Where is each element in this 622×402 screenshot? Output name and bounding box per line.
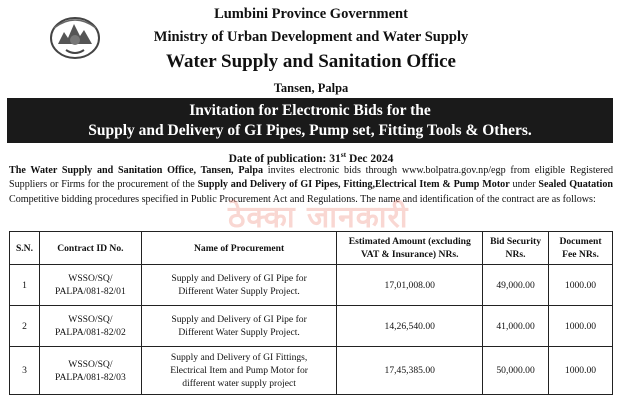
office-name: The Water Supply and Sanitation Office, Tansen, Palpa bbox=[9, 165, 264, 176]
table-row bbox=[10, 347, 613, 395]
header-security bbox=[483, 232, 549, 265]
banner-line-1: Invitation for Electronic Bids for the bbox=[189, 102, 431, 119]
office-location: Tansen, Palpa bbox=[273, 81, 349, 95]
row-sn: 2 bbox=[10, 306, 40, 347]
table-header-row bbox=[10, 232, 613, 265]
header-contract: Contract ID No. bbox=[39, 232, 141, 265]
row-procurement-name bbox=[141, 265, 337, 306]
row-security: 50,000.00 bbox=[483, 347, 549, 395]
row-security: 41,000.00 bbox=[483, 306, 549, 347]
row-name-l2: Different Water Supply Project. bbox=[178, 286, 300, 297]
row-contract-l1: WSSO/SQ/ bbox=[68, 314, 113, 325]
publication-prefix: Date of publication: 31 bbox=[228, 152, 341, 165]
header-sn: S.N. bbox=[10, 232, 40, 265]
watermark: ठेक्का जानकारी bbox=[228, 200, 409, 235]
header-amount-l2: VAT & Insurance) NRs. bbox=[360, 249, 459, 260]
header-name: Name of Procurement bbox=[141, 232, 337, 265]
row-name-l2: Electrical Item and Pump Motor for bbox=[170, 365, 308, 376]
row-procurement-name bbox=[141, 347, 337, 395]
row-name-l1: Supply and Delivery of GI Pipe for bbox=[171, 273, 307, 284]
row-contract bbox=[39, 306, 141, 347]
header-security-l2: NRs. bbox=[505, 249, 526, 260]
paragraph-text-3: Competitive bidding procedures specified in Public Procurement Act and Regulations. The name and identification of the contract are as follows: bbox=[9, 193, 596, 205]
row-contract-l1: WSSO/SQ/ bbox=[68, 273, 113, 284]
header-security-l1: Bid Security bbox=[490, 236, 541, 247]
row-name-l1: Supply and Delivery of GI Fittings, bbox=[170, 352, 308, 363]
publication-suffix: st bbox=[340, 150, 347, 159]
row-procurement-name bbox=[141, 306, 337, 347]
header-fee-l2: Fee NRs. bbox=[562, 249, 599, 260]
row-contract-l1: WSSO/SQ/ bbox=[68, 358, 113, 370]
row-sn: 1 bbox=[10, 265, 40, 306]
row-sn: 3 bbox=[10, 347, 40, 395]
bids-table bbox=[9, 231, 613, 395]
header-fee bbox=[549, 232, 613, 265]
header-amount bbox=[337, 232, 483, 265]
table-row bbox=[10, 265, 613, 306]
row-amount: 17,01,008.00 bbox=[337, 265, 483, 306]
province-title: Lumbini Province Government bbox=[214, 6, 408, 22]
row-name-l1: Supply and Delivery of GI Pipe for bbox=[171, 314, 307, 325]
publication-rest: Dec 2024 bbox=[346, 152, 394, 165]
ministry-title: Ministry of Urban Development and Water Supply bbox=[153, 29, 469, 45]
procurement-method: Sealed Quatation bbox=[538, 179, 613, 191]
publication-date bbox=[0, 150, 622, 165]
paragraph-text-1: invites electronic bids through www.bolpatra.gov.np/egp from eligible Registered Suppliers or Firms for the procurement of the bbox=[9, 165, 613, 191]
header-fee-l1: Document bbox=[559, 236, 602, 247]
row-amount: 14,26,540.00 bbox=[337, 306, 483, 347]
row-security: 49,000.00 bbox=[483, 265, 549, 306]
row-name-l3: different water supply project bbox=[182, 378, 296, 389]
row-contract bbox=[39, 265, 141, 306]
paragraph-text-2: under bbox=[509, 179, 539, 191]
row-contract-l2: PALPA/081-82/03 bbox=[55, 371, 126, 383]
row-amount: 17,45,385.00 bbox=[337, 347, 483, 395]
row-fee: 1000.00 bbox=[549, 306, 613, 347]
row-fee: 1000.00 bbox=[549, 347, 613, 395]
office-title: Water Supply and Sanitation Office bbox=[166, 51, 456, 72]
row-contract bbox=[39, 347, 141, 395]
banner-line-2: Supply and Delivery of GI Pipes, Pump set, Fitting Tools & Others. bbox=[88, 122, 532, 139]
procurement-item: Supply and Delivery of GI Pipes, Fitting,Electrical Item & Pump Motor bbox=[197, 179, 510, 191]
header-amount-l1: Estimated Amount (excluding bbox=[348, 236, 471, 247]
table-row bbox=[10, 306, 613, 347]
row-name-l2: Different Water Supply Project. bbox=[178, 327, 300, 338]
row-contract-l2: PALPA/081-82/01 bbox=[55, 286, 126, 297]
row-fee: 1000.00 bbox=[549, 265, 613, 306]
notice-banner bbox=[7, 98, 613, 143]
row-contract-l2: PALPA/081-82/02 bbox=[55, 327, 126, 338]
